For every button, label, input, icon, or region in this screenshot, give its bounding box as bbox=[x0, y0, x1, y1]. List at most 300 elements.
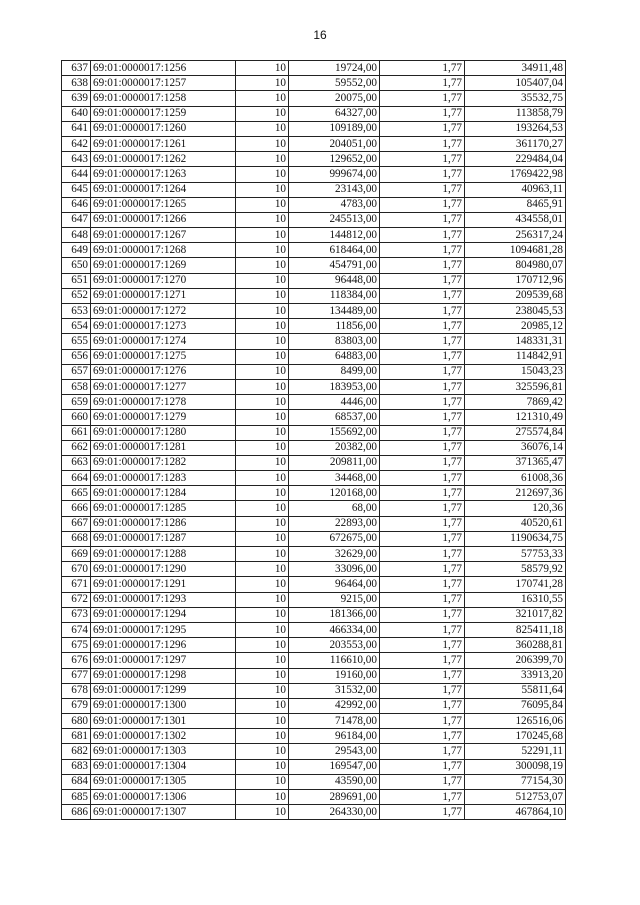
coefficient-cell: 1,77 bbox=[380, 167, 465, 182]
value-cell: 20985,12 bbox=[465, 319, 566, 334]
cadastral-number-cell: 69:01:0000017:1300 bbox=[91, 698, 236, 713]
row-number-cell: 670 bbox=[62, 562, 91, 577]
rate-cell: 10 bbox=[236, 152, 289, 167]
coefficient-cell: 1,77 bbox=[380, 471, 465, 486]
area-cell: 134489,00 bbox=[289, 304, 380, 319]
value-cell: 825411,18 bbox=[465, 622, 566, 637]
rate-cell: 10 bbox=[236, 683, 289, 698]
rate-cell: 10 bbox=[236, 167, 289, 182]
table-row bbox=[62, 638, 566, 653]
cadastral-number-cell: 69:01:0000017:1265 bbox=[91, 197, 236, 212]
row-number-cell: 680 bbox=[62, 714, 91, 729]
area-cell: 68,00 bbox=[289, 501, 380, 516]
value-cell: 193264,53 bbox=[465, 121, 566, 136]
cadastral-number-cell: 69:01:0000017:1298 bbox=[91, 668, 236, 683]
value-cell: 34911,48 bbox=[465, 61, 566, 76]
rate-cell: 10 bbox=[236, 197, 289, 212]
value-cell: 8465,91 bbox=[465, 197, 566, 212]
rate-cell: 10 bbox=[236, 744, 289, 759]
coefficient-cell: 1,77 bbox=[380, 379, 465, 394]
table-row bbox=[62, 668, 566, 683]
row-number-cell: 640 bbox=[62, 106, 91, 121]
value-cell: 170741,28 bbox=[465, 577, 566, 592]
cadastral-number-cell: 69:01:0000017:1275 bbox=[91, 349, 236, 364]
value-cell: 15043,23 bbox=[465, 364, 566, 379]
row-number-cell: 652 bbox=[62, 288, 91, 303]
table-body bbox=[62, 61, 566, 820]
rate-cell: 10 bbox=[236, 121, 289, 136]
row-number-cell: 656 bbox=[62, 349, 91, 364]
area-cell: 466334,00 bbox=[289, 622, 380, 637]
cadastral-number-cell: 69:01:0000017:1278 bbox=[91, 395, 236, 410]
coefficient-cell: 1,77 bbox=[380, 273, 465, 288]
cadastral-number-cell: 69:01:0000017:1290 bbox=[91, 562, 236, 577]
area-cell: 116610,00 bbox=[289, 653, 380, 668]
value-cell: 209539,68 bbox=[465, 288, 566, 303]
area-cell: 96184,00 bbox=[289, 729, 380, 744]
rate-cell: 10 bbox=[236, 455, 289, 470]
value-cell: 371365,47 bbox=[465, 455, 566, 470]
rate-cell: 10 bbox=[236, 668, 289, 683]
table-row bbox=[62, 212, 566, 227]
coefficient-cell: 1,77 bbox=[380, 152, 465, 167]
coefficient-cell: 1,77 bbox=[380, 805, 465, 820]
area-cell: 118384,00 bbox=[289, 288, 380, 303]
value-cell: 804980,07 bbox=[465, 258, 566, 273]
table-row bbox=[62, 349, 566, 364]
row-number-cell: 641 bbox=[62, 121, 91, 136]
value-cell: 1094681,28 bbox=[465, 243, 566, 258]
rate-cell: 10 bbox=[236, 638, 289, 653]
area-cell: 203553,00 bbox=[289, 638, 380, 653]
cadastral-number-cell: 69:01:0000017:1264 bbox=[91, 182, 236, 197]
table-row bbox=[62, 531, 566, 546]
coefficient-cell: 1,77 bbox=[380, 501, 465, 516]
row-number-cell: 671 bbox=[62, 577, 91, 592]
coefficient-cell: 1,77 bbox=[380, 486, 465, 501]
value-cell: 55811,64 bbox=[465, 683, 566, 698]
value-cell: 7869,42 bbox=[465, 395, 566, 410]
coefficient-cell: 1,77 bbox=[380, 516, 465, 531]
value-cell: 52291,11 bbox=[465, 744, 566, 759]
value-cell: 76095,84 bbox=[465, 698, 566, 713]
cadastral-number-cell: 69:01:0000017:1303 bbox=[91, 744, 236, 759]
table-row bbox=[62, 197, 566, 212]
cadastral-number-cell: 69:01:0000017:1269 bbox=[91, 258, 236, 273]
value-cell: 61008,36 bbox=[465, 471, 566, 486]
area-cell: 120168,00 bbox=[289, 486, 380, 501]
area-cell: 68537,00 bbox=[289, 410, 380, 425]
row-number-cell: 666 bbox=[62, 501, 91, 516]
cadastral-number-cell: 69:01:0000017:1288 bbox=[91, 547, 236, 562]
rate-cell: 10 bbox=[236, 364, 289, 379]
table-row bbox=[62, 258, 566, 273]
table-row bbox=[62, 714, 566, 729]
row-number-cell: 674 bbox=[62, 622, 91, 637]
rate-cell: 10 bbox=[236, 76, 289, 91]
cadastral-number-cell: 69:01:0000017:1277 bbox=[91, 379, 236, 394]
coefficient-cell: 1,77 bbox=[380, 790, 465, 805]
cadastral-number-cell: 69:01:0000017:1301 bbox=[91, 714, 236, 729]
coefficient-cell: 1,77 bbox=[380, 440, 465, 455]
area-cell: 34468,00 bbox=[289, 471, 380, 486]
row-number-cell: 678 bbox=[62, 683, 91, 698]
row-number-cell: 672 bbox=[62, 592, 91, 607]
cadastral-number-cell: 69:01:0000017:1263 bbox=[91, 167, 236, 182]
cadastral-number-cell: 69:01:0000017:1266 bbox=[91, 212, 236, 227]
rate-cell: 10 bbox=[236, 334, 289, 349]
cadastral-number-cell: 69:01:0000017:1302 bbox=[91, 729, 236, 744]
value-cell: 126516,06 bbox=[465, 714, 566, 729]
rate-cell: 10 bbox=[236, 91, 289, 106]
value-cell: 1190634,75 bbox=[465, 531, 566, 546]
rate-cell: 10 bbox=[236, 577, 289, 592]
row-number-cell: 660 bbox=[62, 410, 91, 425]
area-cell: 245513,00 bbox=[289, 212, 380, 227]
rate-cell: 10 bbox=[236, 714, 289, 729]
row-number-cell: 683 bbox=[62, 759, 91, 774]
area-cell: 83803,00 bbox=[289, 334, 380, 349]
row-number-cell: 681 bbox=[62, 729, 91, 744]
rate-cell: 10 bbox=[236, 243, 289, 258]
cadastral-number-cell: 69:01:0000017:1280 bbox=[91, 425, 236, 440]
table-row bbox=[62, 410, 566, 425]
cadastral-number-cell: 69:01:0000017:1294 bbox=[91, 607, 236, 622]
table-row bbox=[62, 698, 566, 713]
row-number-cell: 643 bbox=[62, 152, 91, 167]
rate-cell: 10 bbox=[236, 106, 289, 121]
coefficient-cell: 1,77 bbox=[380, 258, 465, 273]
rate-cell: 10 bbox=[236, 607, 289, 622]
table-row bbox=[62, 167, 566, 182]
cadastral-number-cell: 69:01:0000017:1287 bbox=[91, 531, 236, 546]
value-cell: 238045,53 bbox=[465, 304, 566, 319]
table-row bbox=[62, 805, 566, 820]
area-cell: 31532,00 bbox=[289, 683, 380, 698]
cadastral-number-cell: 69:01:0000017:1282 bbox=[91, 455, 236, 470]
rate-cell: 10 bbox=[236, 759, 289, 774]
value-cell: 275574,84 bbox=[465, 425, 566, 440]
cadastral-number-cell: 69:01:0000017:1272 bbox=[91, 304, 236, 319]
coefficient-cell: 1,77 bbox=[380, 136, 465, 151]
rate-cell: 10 bbox=[236, 653, 289, 668]
coefficient-cell: 1,77 bbox=[380, 228, 465, 243]
coefficient-cell: 1,77 bbox=[380, 349, 465, 364]
coefficient-cell: 1,77 bbox=[380, 425, 465, 440]
table-row bbox=[62, 729, 566, 744]
cadastral-number-cell: 69:01:0000017:1279 bbox=[91, 410, 236, 425]
area-cell: 64327,00 bbox=[289, 106, 380, 121]
coefficient-cell: 1,77 bbox=[380, 334, 465, 349]
coefficient-cell: 1,77 bbox=[380, 91, 465, 106]
rate-cell: 10 bbox=[236, 288, 289, 303]
row-number-cell: 667 bbox=[62, 516, 91, 531]
row-number-cell: 677 bbox=[62, 668, 91, 683]
cadastral-number-cell: 69:01:0000017:1268 bbox=[91, 243, 236, 258]
table-row bbox=[62, 288, 566, 303]
cadastral-number-cell: 69:01:0000017:1260 bbox=[91, 121, 236, 136]
table-row bbox=[62, 395, 566, 410]
row-number-cell: 661 bbox=[62, 425, 91, 440]
cadastral-number-cell: 69:01:0000017:1258 bbox=[91, 91, 236, 106]
cadastral-number-cell: 69:01:0000017:1270 bbox=[91, 273, 236, 288]
coefficient-cell: 1,77 bbox=[380, 562, 465, 577]
rate-cell: 10 bbox=[236, 61, 289, 76]
value-cell: 300098,19 bbox=[465, 759, 566, 774]
cadastral-number-cell: 69:01:0000017:1261 bbox=[91, 136, 236, 151]
table-row bbox=[62, 440, 566, 455]
value-cell: 35532,75 bbox=[465, 91, 566, 106]
row-number-cell: 650 bbox=[62, 258, 91, 273]
area-cell: 19724,00 bbox=[289, 61, 380, 76]
table-row bbox=[62, 501, 566, 516]
table-row bbox=[62, 364, 566, 379]
area-cell: 4446,00 bbox=[289, 395, 380, 410]
table-row bbox=[62, 61, 566, 76]
area-cell: 4783,00 bbox=[289, 197, 380, 212]
coefficient-cell: 1,77 bbox=[380, 622, 465, 637]
row-number-cell: 637 bbox=[62, 61, 91, 76]
table-row bbox=[62, 759, 566, 774]
row-number-cell: 676 bbox=[62, 653, 91, 668]
coefficient-cell: 1,77 bbox=[380, 638, 465, 653]
rate-cell: 10 bbox=[236, 379, 289, 394]
rate-cell: 10 bbox=[236, 562, 289, 577]
rate-cell: 10 bbox=[236, 395, 289, 410]
row-number-cell: 657 bbox=[62, 364, 91, 379]
area-cell: 129652,00 bbox=[289, 152, 380, 167]
rate-cell: 10 bbox=[236, 501, 289, 516]
page-number: 16 bbox=[313, 28, 327, 42]
row-number-cell: 653 bbox=[62, 304, 91, 319]
row-number-cell: 645 bbox=[62, 182, 91, 197]
row-number-cell: 646 bbox=[62, 197, 91, 212]
row-number-cell: 651 bbox=[62, 273, 91, 288]
value-cell: 170712,96 bbox=[465, 273, 566, 288]
value-cell: 212697,36 bbox=[465, 486, 566, 501]
area-cell: 71478,00 bbox=[289, 714, 380, 729]
area-cell: 20075,00 bbox=[289, 91, 380, 106]
area-cell: 155692,00 bbox=[289, 425, 380, 440]
rate-cell: 10 bbox=[236, 698, 289, 713]
row-number-cell: 639 bbox=[62, 91, 91, 106]
table-row bbox=[62, 622, 566, 637]
coefficient-cell: 1,77 bbox=[380, 106, 465, 121]
cadastral-number-cell: 69:01:0000017:1274 bbox=[91, 334, 236, 349]
area-cell: 42992,00 bbox=[289, 698, 380, 713]
row-number-cell: 682 bbox=[62, 744, 91, 759]
area-cell: 144812,00 bbox=[289, 228, 380, 243]
row-number-cell: 664 bbox=[62, 471, 91, 486]
area-cell: 96448,00 bbox=[289, 273, 380, 288]
coefficient-cell: 1,77 bbox=[380, 212, 465, 227]
cadastral-number-cell: 69:01:0000017:1256 bbox=[91, 61, 236, 76]
table-row bbox=[62, 121, 566, 136]
coefficient-cell: 1,77 bbox=[380, 698, 465, 713]
area-cell: 454791,00 bbox=[289, 258, 380, 273]
coefficient-cell: 1,77 bbox=[380, 729, 465, 744]
row-number-cell: 673 bbox=[62, 607, 91, 622]
value-cell: 361170,27 bbox=[465, 136, 566, 151]
value-cell: 114842,91 bbox=[465, 349, 566, 364]
area-cell: 672675,00 bbox=[289, 531, 380, 546]
value-cell: 229484,04 bbox=[465, 152, 566, 167]
cadastral-number-cell: 69:01:0000017:1286 bbox=[91, 516, 236, 531]
row-number-cell: 648 bbox=[62, 228, 91, 243]
area-cell: 33096,00 bbox=[289, 562, 380, 577]
value-cell: 1769422,98 bbox=[465, 167, 566, 182]
cadastral-number-cell: 69:01:0000017:1296 bbox=[91, 638, 236, 653]
row-number-cell: 647 bbox=[62, 212, 91, 227]
table-row bbox=[62, 425, 566, 440]
table-row bbox=[62, 774, 566, 789]
rate-cell: 10 bbox=[236, 136, 289, 151]
cadastral-number-cell: 69:01:0000017:1281 bbox=[91, 440, 236, 455]
table-row bbox=[62, 319, 566, 334]
coefficient-cell: 1,77 bbox=[380, 243, 465, 258]
area-cell: 64883,00 bbox=[289, 349, 380, 364]
area-cell: 23143,00 bbox=[289, 182, 380, 197]
cadastral-number-cell: 69:01:0000017:1259 bbox=[91, 106, 236, 121]
coefficient-cell: 1,77 bbox=[380, 547, 465, 562]
area-cell: 999674,00 bbox=[289, 167, 380, 182]
coefficient-cell: 1,77 bbox=[380, 607, 465, 622]
coefficient-cell: 1,77 bbox=[380, 714, 465, 729]
rate-cell: 10 bbox=[236, 182, 289, 197]
table-row bbox=[62, 152, 566, 167]
value-cell: 40520,61 bbox=[465, 516, 566, 531]
rate-cell: 10 bbox=[236, 304, 289, 319]
area-cell: 8499,00 bbox=[289, 364, 380, 379]
area-cell: 169547,00 bbox=[289, 759, 380, 774]
cadastral-number-cell: 69:01:0000017:1304 bbox=[91, 759, 236, 774]
value-cell: 16310,55 bbox=[465, 592, 566, 607]
coefficient-cell: 1,77 bbox=[380, 577, 465, 592]
area-cell: 109189,00 bbox=[289, 121, 380, 136]
coefficient-cell: 1,77 bbox=[380, 410, 465, 425]
row-number-cell: 665 bbox=[62, 486, 91, 501]
area-cell: 19160,00 bbox=[289, 668, 380, 683]
table-row bbox=[62, 76, 566, 91]
value-cell: 512753,07 bbox=[465, 790, 566, 805]
table-row bbox=[62, 455, 566, 470]
table-row bbox=[62, 106, 566, 121]
coefficient-cell: 1,77 bbox=[380, 304, 465, 319]
table-row bbox=[62, 562, 566, 577]
cadastral-number-cell: 69:01:0000017:1257 bbox=[91, 76, 236, 91]
value-cell: 58579,92 bbox=[465, 562, 566, 577]
table-row bbox=[62, 334, 566, 349]
coefficient-cell: 1,77 bbox=[380, 683, 465, 698]
coefficient-cell: 1,77 bbox=[380, 319, 465, 334]
row-number-cell: 638 bbox=[62, 76, 91, 91]
value-cell: 36076,14 bbox=[465, 440, 566, 455]
cadastral-number-cell: 69:01:0000017:1273 bbox=[91, 319, 236, 334]
rate-cell: 10 bbox=[236, 790, 289, 805]
area-cell: 264330,00 bbox=[289, 805, 380, 820]
value-cell: 77154,30 bbox=[465, 774, 566, 789]
row-number-cell: 644 bbox=[62, 167, 91, 182]
rate-cell: 10 bbox=[236, 273, 289, 288]
coefficient-cell: 1,77 bbox=[380, 759, 465, 774]
value-cell: 360288,81 bbox=[465, 638, 566, 653]
value-cell: 434558,01 bbox=[465, 212, 566, 227]
row-number-cell: 655 bbox=[62, 334, 91, 349]
coefficient-cell: 1,77 bbox=[380, 182, 465, 197]
rate-cell: 10 bbox=[236, 547, 289, 562]
row-number-cell: 662 bbox=[62, 440, 91, 455]
value-cell: 113858,79 bbox=[465, 106, 566, 121]
cadastral-number-cell: 69:01:0000017:1307 bbox=[91, 805, 236, 820]
table-row bbox=[62, 744, 566, 759]
value-cell: 40963,11 bbox=[465, 182, 566, 197]
cadastral-number-cell: 69:01:0000017:1306 bbox=[91, 790, 236, 805]
coefficient-cell: 1,77 bbox=[380, 531, 465, 546]
value-cell: 467864,10 bbox=[465, 805, 566, 820]
table-row bbox=[62, 516, 566, 531]
area-cell: 209811,00 bbox=[289, 455, 380, 470]
area-cell: 204051,00 bbox=[289, 136, 380, 151]
table-row bbox=[62, 91, 566, 106]
cadastral-number-cell: 69:01:0000017:1291 bbox=[91, 577, 236, 592]
area-cell: 20382,00 bbox=[289, 440, 380, 455]
cadastral-number-cell: 69:01:0000017:1297 bbox=[91, 653, 236, 668]
cadastral-number-cell: 69:01:0000017:1262 bbox=[91, 152, 236, 167]
rate-cell: 10 bbox=[236, 592, 289, 607]
table-row bbox=[62, 182, 566, 197]
area-cell: 11856,00 bbox=[289, 319, 380, 334]
value-cell: 33913,20 bbox=[465, 668, 566, 683]
coefficient-cell: 1,77 bbox=[380, 455, 465, 470]
coefficient-cell: 1,77 bbox=[380, 61, 465, 76]
rate-cell: 10 bbox=[236, 440, 289, 455]
area-cell: 181366,00 bbox=[289, 607, 380, 622]
coefficient-cell: 1,77 bbox=[380, 197, 465, 212]
value-cell: 321017,82 bbox=[465, 607, 566, 622]
table-row bbox=[62, 653, 566, 668]
cadastral-number-cell: 69:01:0000017:1295 bbox=[91, 622, 236, 637]
table-row bbox=[62, 577, 566, 592]
row-number-cell: 658 bbox=[62, 379, 91, 394]
table-row bbox=[62, 486, 566, 501]
rate-cell: 10 bbox=[236, 531, 289, 546]
rate-cell: 10 bbox=[236, 729, 289, 744]
cadastral-number-cell: 69:01:0000017:1285 bbox=[91, 501, 236, 516]
table-row bbox=[62, 547, 566, 562]
row-number-cell: 685 bbox=[62, 790, 91, 805]
coefficient-cell: 1,77 bbox=[380, 121, 465, 136]
row-number-cell: 659 bbox=[62, 395, 91, 410]
row-number-cell: 684 bbox=[62, 774, 91, 789]
area-cell: 183953,00 bbox=[289, 379, 380, 394]
cadastral-number-cell: 69:01:0000017:1267 bbox=[91, 228, 236, 243]
area-cell: 289691,00 bbox=[289, 790, 380, 805]
rate-cell: 10 bbox=[236, 622, 289, 637]
value-cell: 120,36 bbox=[465, 501, 566, 516]
table-row bbox=[62, 683, 566, 698]
row-number-cell: 642 bbox=[62, 136, 91, 151]
row-number-cell: 668 bbox=[62, 531, 91, 546]
table-row bbox=[62, 136, 566, 151]
table-row bbox=[62, 471, 566, 486]
row-number-cell: 686 bbox=[62, 805, 91, 820]
coefficient-cell: 1,77 bbox=[380, 668, 465, 683]
row-number-cell: 669 bbox=[62, 547, 91, 562]
coefficient-cell: 1,77 bbox=[380, 364, 465, 379]
cadastral-number-cell: 69:01:0000017:1284 bbox=[91, 486, 236, 501]
coefficient-cell: 1,77 bbox=[380, 774, 465, 789]
rate-cell: 10 bbox=[236, 516, 289, 531]
